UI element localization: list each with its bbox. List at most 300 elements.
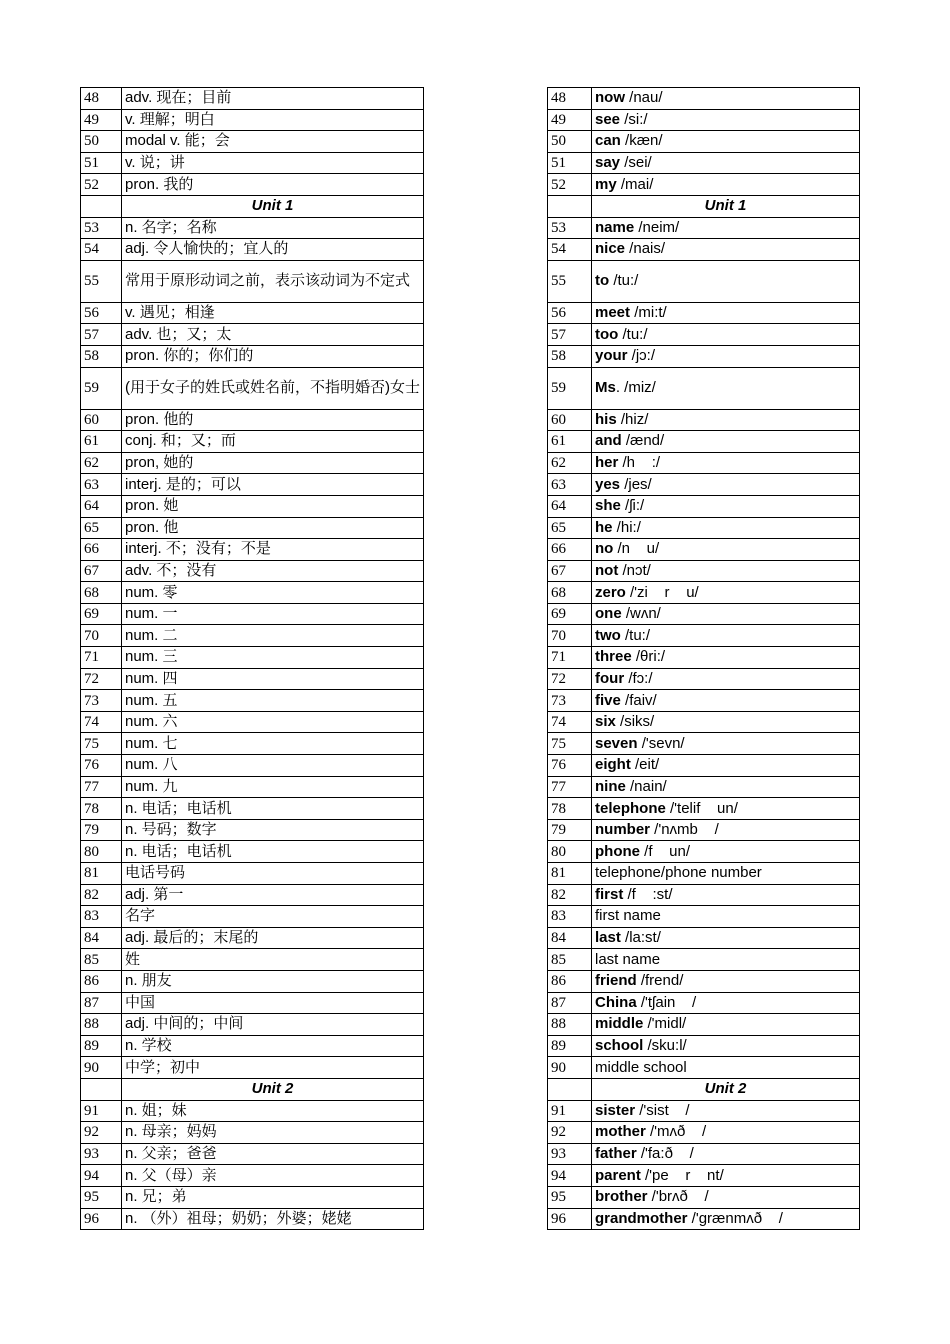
meaning-cell: n. （外）祖母；奶奶；外婆；姥姥 bbox=[122, 1208, 424, 1230]
english-word: three bbox=[595, 648, 632, 666]
table-row bbox=[81, 992, 424, 1014]
meaning-cell: num. 八 bbox=[122, 755, 424, 777]
english-word: your bbox=[595, 347, 628, 365]
table-row bbox=[81, 863, 424, 885]
word-cell bbox=[592, 1014, 860, 1036]
word-cell bbox=[592, 711, 860, 733]
phonetic: /'brʌð / bbox=[647, 1188, 709, 1206]
row-number: 58 bbox=[81, 345, 122, 367]
table-row bbox=[81, 603, 424, 625]
phonetic: /ænd/ bbox=[621, 432, 665, 450]
word-cell bbox=[592, 690, 860, 712]
table-row bbox=[548, 239, 860, 261]
row-number: 61 bbox=[81, 431, 122, 453]
row-number: 87 bbox=[548, 992, 592, 1014]
meaning-cell: 名字 bbox=[122, 906, 424, 928]
row-number: 71 bbox=[81, 647, 122, 669]
table-row bbox=[548, 625, 860, 647]
english-word: see bbox=[595, 110, 621, 128]
meaning-cell: adv. 现在；目前 bbox=[122, 88, 424, 110]
meaning-cell: adv. 也；又；太 bbox=[122, 324, 424, 346]
table-row bbox=[81, 668, 424, 690]
meaning-cell: pron, 她的 bbox=[122, 452, 424, 474]
english-word: mother bbox=[595, 1123, 646, 1141]
phonetic: middle school bbox=[595, 1058, 687, 1076]
table-row bbox=[81, 495, 424, 517]
table-row bbox=[548, 1035, 860, 1057]
word-cell bbox=[592, 152, 860, 174]
row-number: 56 bbox=[81, 302, 122, 324]
row-number: 92 bbox=[81, 1122, 122, 1144]
phonetic: /'fa:ð / bbox=[636, 1145, 694, 1163]
phonetic: /'midl/ bbox=[643, 1015, 687, 1033]
unit-heading: Unit 2 bbox=[592, 1078, 860, 1100]
phonetic: /si:/ bbox=[620, 110, 648, 128]
meaning-cell: conj. 和；又；而 bbox=[122, 431, 424, 453]
row-number: 70 bbox=[81, 625, 122, 647]
phonetic: /f :st/ bbox=[623, 885, 673, 903]
table-row bbox=[81, 1165, 424, 1187]
row-number: 68 bbox=[548, 582, 592, 604]
meaning-cell: pron. 他的 bbox=[122, 409, 424, 431]
meaning-cell: pron. 他 bbox=[122, 517, 424, 539]
meaning-cell: n. 电话；电话机 bbox=[122, 798, 424, 820]
row-number: 96 bbox=[548, 1208, 592, 1230]
table-row bbox=[81, 776, 424, 798]
phonetic: /'zi r u/ bbox=[625, 583, 699, 601]
english-word: friend bbox=[595, 972, 637, 990]
word-cell bbox=[592, 970, 860, 992]
table-row bbox=[548, 517, 860, 539]
row-number: 74 bbox=[548, 711, 592, 733]
meaning-cell: num. 一 bbox=[122, 603, 424, 625]
english-word: nice bbox=[595, 240, 626, 258]
table-row bbox=[81, 239, 424, 261]
table-row bbox=[81, 217, 424, 239]
row-number: 79 bbox=[548, 819, 592, 841]
row-number: 81 bbox=[548, 863, 592, 885]
english-word: my bbox=[595, 175, 617, 193]
table-row bbox=[81, 906, 424, 928]
row-number: 53 bbox=[81, 217, 122, 239]
row-number: 71 bbox=[548, 647, 592, 669]
phonetic: /jes/ bbox=[620, 475, 652, 493]
table-row bbox=[548, 668, 860, 690]
row-number: 65 bbox=[81, 517, 122, 539]
word-cell bbox=[592, 539, 860, 561]
table-row bbox=[81, 539, 424, 561]
english-word: his bbox=[595, 410, 617, 428]
word-cell bbox=[592, 217, 860, 239]
phonetic: /'mʌð / bbox=[645, 1123, 707, 1141]
word-cell bbox=[592, 798, 860, 820]
row-number: 73 bbox=[548, 690, 592, 712]
table-row bbox=[548, 1165, 860, 1187]
unit-heading: Unit 1 bbox=[122, 195, 424, 217]
row-number: 78 bbox=[81, 798, 122, 820]
table-row bbox=[548, 1100, 860, 1122]
word-cell bbox=[592, 668, 860, 690]
word-cell bbox=[592, 927, 860, 949]
word-cell bbox=[592, 1100, 860, 1122]
meaning-cell: num. 七 bbox=[122, 733, 424, 755]
table-row bbox=[81, 431, 424, 453]
table-row bbox=[81, 798, 424, 820]
english-word-table bbox=[547, 87, 860, 1230]
unit-header-row bbox=[81, 1078, 424, 1100]
word-cell bbox=[592, 474, 860, 496]
meaning-cell: 姓 bbox=[122, 949, 424, 971]
phonetic: /neim/ bbox=[634, 218, 680, 236]
row-number: 89 bbox=[548, 1035, 592, 1057]
english-word: yes bbox=[595, 475, 621, 493]
english-word: he bbox=[595, 518, 613, 536]
unit-heading: Unit 2 bbox=[122, 1078, 424, 1100]
table-row bbox=[548, 1143, 860, 1165]
english-word: father bbox=[595, 1145, 637, 1163]
row-number: 75 bbox=[548, 733, 592, 755]
word-cell bbox=[592, 409, 860, 431]
phonetic: /'nʌmb / bbox=[650, 821, 719, 839]
row-number: 64 bbox=[548, 495, 592, 517]
row-number: 69 bbox=[548, 603, 592, 625]
english-word: four bbox=[595, 669, 625, 687]
english-word: one bbox=[595, 605, 622, 623]
table-row bbox=[81, 324, 424, 346]
phonetic: /tu:/ bbox=[620, 626, 651, 644]
meaning-cell: 中学；初中 bbox=[122, 1057, 424, 1079]
phonetic: /la:st/ bbox=[620, 929, 661, 947]
english-word: brother bbox=[595, 1188, 648, 1206]
row-number: 66 bbox=[81, 539, 122, 561]
table-row bbox=[81, 927, 424, 949]
english-word: Ms bbox=[595, 379, 616, 397]
table-row bbox=[81, 1057, 424, 1079]
word-cell bbox=[592, 776, 860, 798]
row-number: 60 bbox=[81, 409, 122, 431]
phonetic: /'sist / bbox=[635, 1101, 690, 1119]
meaning-cell: 中国 bbox=[122, 992, 424, 1014]
meaning-cell: adj. 令人愉快的；宜人的 bbox=[122, 239, 424, 261]
word-cell bbox=[592, 1165, 860, 1187]
phonetic: /sku:l/ bbox=[643, 1037, 687, 1055]
table-row bbox=[81, 647, 424, 669]
phonetic: /wʌn/ bbox=[621, 605, 661, 623]
row-number: 48 bbox=[81, 88, 122, 110]
english-word: school bbox=[595, 1037, 644, 1055]
row-number: 83 bbox=[548, 906, 592, 928]
meaning-cell: num. 六 bbox=[122, 711, 424, 733]
phonetic: /nais/ bbox=[625, 240, 666, 258]
table-row bbox=[81, 582, 424, 604]
english-word: first bbox=[595, 885, 624, 903]
row-number: 89 bbox=[81, 1035, 122, 1057]
table-row bbox=[548, 798, 860, 820]
meaning-cell: n. 父（母）亲 bbox=[122, 1165, 424, 1187]
meaning-cell: n. 号码；数字 bbox=[122, 819, 424, 841]
phonetic: last name bbox=[595, 950, 661, 968]
phonetic: /fɔ:/ bbox=[624, 669, 653, 687]
phonetic: /eit/ bbox=[630, 756, 660, 774]
chinese-meaning-table bbox=[80, 87, 424, 1230]
english-word: she bbox=[595, 497, 621, 515]
table-row bbox=[81, 711, 424, 733]
english-word: six bbox=[595, 713, 616, 731]
phonetic: /h :/ bbox=[618, 454, 661, 472]
row-number: 60 bbox=[548, 409, 592, 431]
phonetic: first name bbox=[595, 907, 661, 925]
meaning-cell: v. 理解；明白 bbox=[122, 109, 424, 131]
empty-number-cell bbox=[548, 1078, 592, 1100]
phonetic: /faiv/ bbox=[620, 691, 657, 709]
word-cell bbox=[592, 884, 860, 906]
english-word: phone bbox=[595, 842, 640, 860]
row-number: 82 bbox=[81, 884, 122, 906]
meaning-cell: num. 四 bbox=[122, 668, 424, 690]
english-word: eight bbox=[595, 756, 631, 774]
meaning-cell: n. 母亲；妈妈 bbox=[122, 1122, 424, 1144]
english-word: two bbox=[595, 626, 621, 644]
phonetic: /'telif un/ bbox=[665, 799, 738, 817]
english-word: China bbox=[595, 993, 637, 1011]
table-row bbox=[81, 1208, 424, 1230]
row-number: 62 bbox=[81, 452, 122, 474]
row-number: 80 bbox=[81, 841, 122, 863]
table-row bbox=[548, 539, 860, 561]
table-row bbox=[81, 367, 424, 409]
table-row bbox=[548, 452, 860, 474]
table-row bbox=[548, 884, 860, 906]
row-number: 90 bbox=[81, 1057, 122, 1079]
row-number: 88 bbox=[81, 1014, 122, 1036]
table-row bbox=[548, 560, 860, 582]
meaning-cell: v. 说；讲 bbox=[122, 152, 424, 174]
word-cell bbox=[592, 302, 860, 324]
meaning-cell: n. 学校 bbox=[122, 1035, 424, 1057]
phonetic: /jɔ:/ bbox=[627, 347, 656, 365]
english-word: not bbox=[595, 561, 619, 579]
row-number: 49 bbox=[548, 109, 592, 131]
table-row bbox=[548, 906, 860, 928]
table-row bbox=[548, 345, 860, 367]
english-word: middle bbox=[595, 1015, 644, 1033]
table-row bbox=[548, 819, 860, 841]
table-row bbox=[81, 1100, 424, 1122]
table-row bbox=[548, 733, 860, 755]
row-number: 49 bbox=[81, 109, 122, 131]
table-row bbox=[548, 992, 860, 1014]
table-row bbox=[81, 1143, 424, 1165]
table-row bbox=[81, 474, 424, 496]
phonetic: /tu:/ bbox=[618, 325, 648, 343]
meaning-cell: n. 兄；弟 bbox=[122, 1186, 424, 1208]
english-word: name bbox=[595, 218, 635, 236]
phonetic: /'grænmʌð / bbox=[687, 1209, 783, 1227]
table-row bbox=[548, 949, 860, 971]
row-number: 75 bbox=[81, 733, 122, 755]
phonetic: /nɔt/ bbox=[618, 561, 651, 579]
table-row bbox=[548, 970, 860, 992]
row-number: 66 bbox=[548, 539, 592, 561]
meaning-cell: n. 姐；妹 bbox=[122, 1100, 424, 1122]
table-row bbox=[548, 690, 860, 712]
english-word: now bbox=[595, 89, 625, 107]
row-number: 61 bbox=[548, 431, 592, 453]
table-row bbox=[548, 131, 860, 153]
row-number: 57 bbox=[548, 324, 592, 346]
english-word: can bbox=[595, 132, 621, 150]
table-row bbox=[548, 409, 860, 431]
row-number: 59 bbox=[548, 367, 592, 409]
row-number: 50 bbox=[548, 131, 592, 153]
english-word: grandmother bbox=[595, 1209, 688, 1227]
table-row bbox=[548, 841, 860, 863]
row-number: 92 bbox=[548, 1122, 592, 1144]
row-number: 95 bbox=[548, 1186, 592, 1208]
row-number: 69 bbox=[81, 603, 122, 625]
row-number: 50 bbox=[81, 131, 122, 153]
word-cell bbox=[592, 863, 860, 885]
row-number: 83 bbox=[81, 906, 122, 928]
phonetic: /'tʃain / bbox=[636, 993, 697, 1011]
row-number: 79 bbox=[81, 819, 122, 841]
phonetic: /hi:/ bbox=[612, 518, 641, 536]
table-row bbox=[81, 452, 424, 474]
row-number: 48 bbox=[548, 88, 592, 110]
meaning-cell: adj. 第一 bbox=[122, 884, 424, 906]
table-row bbox=[548, 174, 860, 196]
word-cell bbox=[592, 1122, 860, 1144]
english-word: five bbox=[595, 691, 621, 709]
word-cell bbox=[592, 345, 860, 367]
row-number: 55 bbox=[81, 260, 122, 302]
empty-number-cell bbox=[548, 195, 592, 217]
word-cell bbox=[592, 431, 860, 453]
unit-header-row bbox=[548, 195, 860, 217]
row-number: 59 bbox=[81, 367, 122, 409]
word-cell bbox=[592, 560, 860, 582]
row-number: 94 bbox=[548, 1165, 592, 1187]
word-cell bbox=[592, 324, 860, 346]
english-word: and bbox=[595, 432, 622, 450]
row-number: 95 bbox=[81, 1186, 122, 1208]
table-row bbox=[548, 711, 860, 733]
phonetic: /frend/ bbox=[636, 972, 684, 990]
word-cell bbox=[592, 582, 860, 604]
table-row bbox=[81, 517, 424, 539]
english-word: nine bbox=[595, 777, 626, 795]
meaning-cell: (用于女子的姓氏或姓名前，不指明婚否)女士 bbox=[122, 367, 424, 409]
meaning-cell: interj. 不；没有；不是 bbox=[122, 539, 424, 561]
meaning-cell: num. 五 bbox=[122, 690, 424, 712]
phonetic: /n u/ bbox=[613, 540, 660, 558]
table-row bbox=[548, 495, 860, 517]
row-number: 82 bbox=[548, 884, 592, 906]
word-cell bbox=[592, 841, 860, 863]
table-row bbox=[81, 409, 424, 431]
row-number: 74 bbox=[81, 711, 122, 733]
word-cell bbox=[592, 733, 860, 755]
row-number: 58 bbox=[548, 345, 592, 367]
phonetic: /kæn/ bbox=[620, 132, 663, 150]
phonetic: /mi:t/ bbox=[630, 304, 667, 322]
phonetic: /hiz/ bbox=[616, 410, 649, 428]
table-row bbox=[548, 260, 860, 302]
row-number: 51 bbox=[81, 152, 122, 174]
row-number: 73 bbox=[81, 690, 122, 712]
unit-header-row bbox=[81, 195, 424, 217]
row-number: 63 bbox=[548, 474, 592, 496]
table-row bbox=[548, 109, 860, 131]
english-word: zero bbox=[595, 583, 626, 601]
table-row bbox=[81, 690, 424, 712]
table-row bbox=[548, 474, 860, 496]
table-row bbox=[548, 367, 860, 409]
table-row bbox=[81, 1035, 424, 1057]
row-number: 84 bbox=[548, 927, 592, 949]
word-cell bbox=[592, 88, 860, 110]
table-row bbox=[81, 733, 424, 755]
table-row bbox=[81, 560, 424, 582]
table-row bbox=[81, 884, 424, 906]
row-number: 56 bbox=[548, 302, 592, 324]
row-number: 77 bbox=[81, 776, 122, 798]
word-cell bbox=[592, 367, 860, 409]
table-row bbox=[81, 174, 424, 196]
table-row bbox=[81, 625, 424, 647]
row-number: 70 bbox=[548, 625, 592, 647]
word-cell bbox=[592, 517, 860, 539]
meaning-cell: num. 二 bbox=[122, 625, 424, 647]
row-number: 67 bbox=[548, 560, 592, 582]
table-row bbox=[81, 970, 424, 992]
meaning-cell: n. 朋友 bbox=[122, 970, 424, 992]
row-number: 68 bbox=[81, 582, 122, 604]
row-number: 77 bbox=[548, 776, 592, 798]
meaning-cell: adj. 中间的；中间 bbox=[122, 1014, 424, 1036]
row-number: 88 bbox=[548, 1014, 592, 1036]
empty-number-cell bbox=[81, 1078, 122, 1100]
meaning-cell: n. 父亲；爸爸 bbox=[122, 1143, 424, 1165]
english-word: no bbox=[595, 540, 614, 558]
table-row bbox=[548, 1208, 860, 1230]
row-number: 86 bbox=[548, 970, 592, 992]
meaning-cell: 常用于原形动词之前，表示该动词为不定式 bbox=[122, 260, 424, 302]
table-row bbox=[548, 776, 860, 798]
row-number: 57 bbox=[81, 324, 122, 346]
table-row bbox=[81, 755, 424, 777]
phonetic: /'pe r nt/ bbox=[640, 1166, 724, 1184]
row-number: 72 bbox=[81, 668, 122, 690]
meaning-cell: num. 三 bbox=[122, 647, 424, 669]
table-row bbox=[548, 302, 860, 324]
table-row bbox=[548, 1014, 860, 1036]
meaning-cell: adj. 最后的；末尾的 bbox=[122, 927, 424, 949]
phonetic: telephone/phone number bbox=[595, 864, 762, 882]
phonetic: /θri:/ bbox=[631, 648, 666, 666]
word-cell bbox=[592, 260, 860, 302]
meaning-cell: num. 零 bbox=[122, 582, 424, 604]
row-number: 80 bbox=[548, 841, 592, 863]
phonetic: /nau/ bbox=[625, 89, 663, 107]
table-row bbox=[81, 1186, 424, 1208]
meaning-cell: modal v. 能；会 bbox=[122, 131, 424, 153]
english-word: meet bbox=[595, 304, 631, 322]
row-number: 94 bbox=[81, 1165, 122, 1187]
phonetic: /sei/ bbox=[620, 154, 652, 172]
unit-header-row bbox=[548, 1078, 860, 1100]
row-number: 54 bbox=[81, 239, 122, 261]
